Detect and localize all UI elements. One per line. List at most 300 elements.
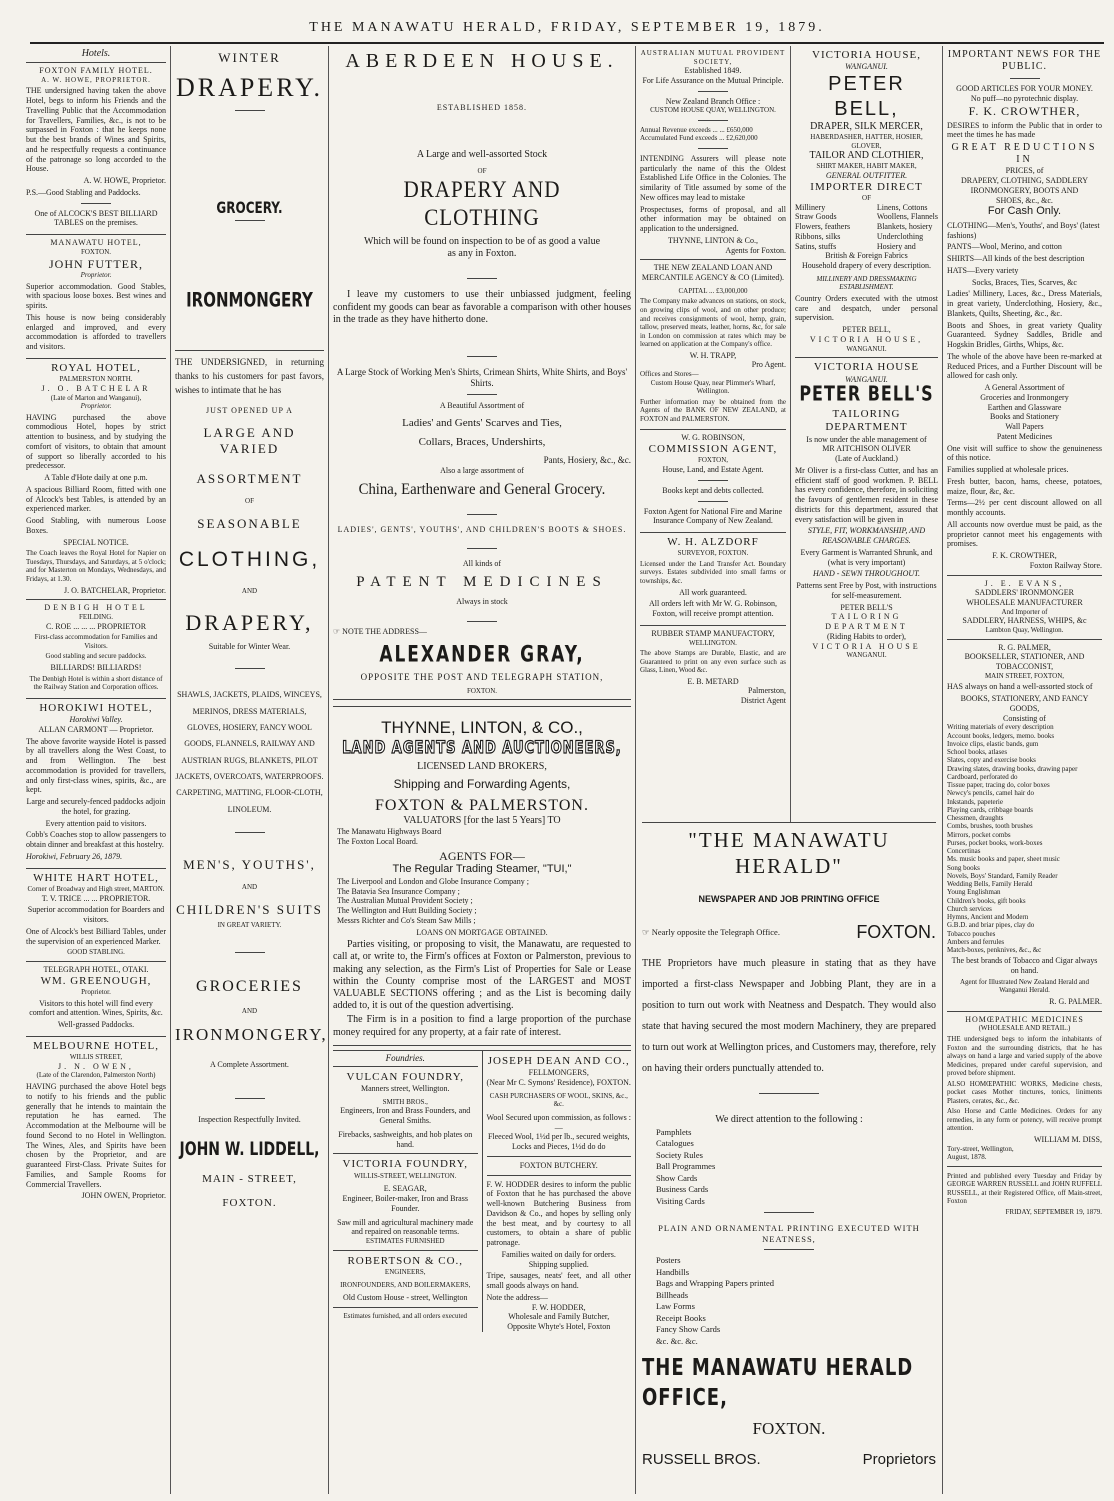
amp-funds: Accumulated Fund exceeds ... £2,620,000 (640, 134, 758, 143)
goods-left: Millinery Straw Goods Flowers, feathers Ribbons, silks Satins, stuffs (795, 202, 851, 251)
patent-medicines-heading: PATENT MEDICINES (356, 574, 608, 591)
herald-list-2: Posters Handbills Bags and Wrapping Papers printed Billheads Law Forms Receipt Books Fancy Show Cards &c. &c. &c. (656, 1255, 775, 1346)
amp-agents-sign: THYNNE, LINTON & Co., (667, 235, 759, 245)
wanganui-sign: WANGANUI. (846, 651, 887, 660)
fire-agent-line: Foxton Agent for National Fire and Marine Insurance Company of New Zealand. (643, 506, 783, 526)
cash-only-line: For Cash Only. (987, 205, 1062, 218)
victoria-sign: VICTORIA HOUSE (812, 641, 921, 651)
ad-body: HAVING purchased the above Hotel begs to notify to his friends and the public generally that he intends to maintain the reputation he has earned. The Accommodation at the Melbourne will be found Second to no Hotel in Wellington. The Wines, Ales, and Spirits have been chosen by the Proprietor, and are guaranteed First-Class. Private Suites for Families, and Sample Rooms for Commercial Travellers. (26, 1082, 166, 1189)
hotel-place: FOXTON. (80, 247, 111, 256)
hotel-name: FOXTON FAMILY HOTEL. (39, 66, 153, 76)
wholesale-retail-line: (WHOLESALE AND RETAIL.) (978, 1024, 1071, 1033)
clothing-line: CLOTHING, (178, 548, 321, 572)
ad-homoeopathic (947, 1012, 1102, 1167)
clothing-item: CLOTHING—Men's, Youths', and Boys' (latest fashions) (947, 220, 1100, 240)
wanganui-line: WANGANUI. (845, 62, 888, 72)
inspection-line: Inspection Respectfully Invited. (198, 1114, 301, 1124)
whole-item: The whole of the above have been re-marked at Reduced Prices, and a Further Discount will be allowed for cash only. (947, 351, 1102, 381)
vulcan-address: Manners street, Wellington. (360, 1084, 450, 1094)
licensed-line: Licensed under the Land Transfer Act. Boundary surveys. Estates subdivided into small farms or townships, &c. (640, 559, 786, 585)
general-line: A General Assortment of (984, 383, 1065, 393)
foxton-palmerston-heading: FOXTON & PALMERSTON. (375, 796, 589, 814)
hotel-street: WILLIS STREET, (69, 1053, 123, 1062)
ad-horokiwi-hotel (26, 699, 166, 869)
style-line: STYLE, FIT, WORKMANSHIP, AND REASONABLE CHARGES. (807, 526, 926, 546)
foxton-line: FOXTON. (466, 686, 497, 695)
herald-office-row (642, 1354, 936, 1411)
ad-victoria-house (795, 46, 938, 358)
ad-melbourne-hotel (26, 1037, 166, 1205)
merchant-street: MAIN - STREET, (202, 1173, 297, 1186)
hodder-body: F. W. HODDER desires to inform the public of Foxton that he has purchased the above well-known Butchering Business from Davidson & Co., and hopes by selling only the best meat, and by courtesy to all customers, to obtain a share of public patronage. (486, 1179, 631, 1248)
robertson-heading: ROBERTSON & CO., (347, 1254, 464, 1267)
crowther-sign: F. K. CROWTHER, (992, 551, 1057, 561)
seagar-body: Engineer, Boiler-maker, Iron and Brass Founder. (342, 1194, 468, 1213)
trapp-role: Pro Agent. (751, 360, 786, 370)
valuators-line: VALUATORS [for the last 5 Years] TO (403, 815, 561, 827)
hats-item: HATS—Every variety (947, 265, 1019, 275)
herald-plain: PLAIN AND ORNAMENTAL PRINTING EXECUTED WITH NEATNESS, (658, 1223, 920, 1244)
owner-name: ALLAN CARMONT — Proprietor. (38, 724, 154, 734)
families-line: Families supplied at wholesale prices. (947, 465, 1069, 475)
ad-note: The Denbigh Hotel is within a short distance of the Railway Station and Corporation offices. (29, 674, 163, 692)
amp-custom-house: CUSTOM HOUSE QUAY, WELLINGTON. (650, 106, 776, 115)
ad-rubber-stamp (640, 626, 786, 710)
ad-evans (947, 576, 1102, 640)
owner-role: Proprietor. (80, 271, 112, 280)
masthead: THE MANAWATU HERALD, FRIDAY, SEPTEMBER 19, 1879. (30, 20, 1104, 44)
surveyor-line: SURVEYOR, FOXTON. (677, 549, 749, 558)
tory-line: Tory-street, Wellington, (947, 1144, 1014, 1153)
metard-address: Palmerston, (748, 686, 786, 696)
merchant-town: FOXTON. (222, 1196, 277, 1209)
dean-hodder-column (483, 1051, 632, 1332)
note-address-line: Note the address— (486, 1292, 548, 1302)
drapery-clothing-heading: DRAPERY AND CLOTHING (403, 176, 561, 230)
bookseller-line: BOOKSELLER, STATIONER, AND TOBACCONIST, (964, 652, 1085, 672)
established-line: ESTABLISHED 1858. (436, 103, 528, 113)
tailoring-sign: TAILORING DEPARTMENT (825, 612, 908, 632)
hotel-address: Corner of Broadway and High street, MARTON. (27, 885, 165, 894)
opened-line: JUST OPENED UP A (206, 405, 293, 415)
dean-address: (Near Mr C. Symons' Residence), FOXTON. (486, 1077, 631, 1087)
owner-name: J. O. BATCHELAR (41, 383, 151, 393)
iron-line: IRONMONGERY, BOOTS AND (970, 185, 1079, 195)
parties-paragraph: Parties visiting, or proposing to visit, the Manawatu, are requested to call at, or write to, the Firm's offices at Foxton or Palmerston, previous to making any selection, as the Firm's List of Properties for Sale or Lease within the County comprise most of the LARGEST and MOST VALUABLE SECTIONS offering ; and as the List is becoming daily added to, it is out of the question advertising. (333, 939, 631, 1012)
nz-loan-capital: CAPITAL ... £3,000,000 (678, 286, 748, 295)
millinery-line: MILLINERY AND DRESSMAKING ESTABLISHMENT. (816, 274, 917, 292)
hodder-role: Wholesale and Family Butcher, (508, 1312, 610, 1322)
drapery-heading: DRAPERY. (175, 72, 324, 102)
firebacks-line: Firebacks, sashweights, and hob plates on hand. (338, 1129, 473, 1149)
hotel-place: FEILDING. (78, 613, 114, 622)
hotel-name: MANAWATU HOTEL, (50, 238, 142, 248)
amp-agents-role: Agents for Foxton. (725, 245, 786, 255)
country-orders: Country Orders executed with the utmost care and despatch, under personal supervision. (795, 293, 938, 323)
notice-body: The Coach leaves the Royal Hotel for Napier on Tuesdays, Thursdays, and Saturdays, at 5 o'clock; and for Masterton on Mondays, Wednesdays, and Fridays, at 1.30. (26, 549, 166, 583)
pointing-hand-icon: ☞ (333, 627, 341, 637)
commission-heading: COMMISSION AGENT, (648, 443, 778, 456)
of-line: OF (477, 167, 487, 176)
orders-left-line: All orders left with Mr W. G. Robinson, Foxton, will receive prompt attention. (649, 599, 777, 619)
fresh-line: Fresh butter, bacon, hams, cheese, potatoes, maize, flour, &c, &c. (947, 476, 1102, 496)
herald-list-1: Pamphlets Catalogues Society Rules Ball Programmes Show Cards Business Cards Visiting Cards (656, 1126, 716, 1206)
seasonable-line: SEASONABLE (197, 515, 302, 531)
ad-palmer (947, 640, 1102, 1012)
ad-body: The above favorite wayside Hotel is passed by all travellers along the West Coast, to and from Wellington. The best accommodation is provided for travellers, and only first-class wines, spirits, &c., are kept. (26, 736, 166, 795)
ad-body: First-class accommodation for Families and Visitors. (34, 633, 158, 650)
and-line: AND (241, 1006, 258, 1015)
herald-office: THE MANAWATU HERALD OFFICE, (642, 1354, 914, 1411)
loans-line: LOANS ON MORTGAGE OBTAINED. (416, 927, 548, 937)
ad-thynne-linton (333, 706, 631, 1046)
glover-line: GLOVER, (851, 141, 882, 150)
has-line: HAS always on hand a well-assorted stock of (947, 682, 1093, 692)
herald-subtitle: NEWSPAPER AND JOB PRINTING OFFICE (698, 893, 880, 904)
herald-foxton: FOXTON. (856, 921, 936, 942)
notice-title: SPECIAL NOTICE. (63, 537, 129, 547)
pointing-hand-icon: ☞ (642, 926, 650, 937)
tailor-line: TAILOR AND CLOTHIER, (809, 150, 924, 162)
railway-store: Foxton Railway Store. (1029, 560, 1102, 570)
smith-body: Engineers, Iron and Brass Founders, and General Smiths. (340, 1106, 471, 1126)
main-street-line: MAIN STREET, FOXTON, (984, 671, 1065, 680)
importer-line: And Importer of (1001, 607, 1048, 616)
mens-line: MEN'S, YOUTHS', (183, 857, 316, 873)
herald-location (642, 921, 936, 944)
ad-crowther (947, 46, 1102, 576)
amp-prospectuses: Prospectuses, forms of proposal, and all other information may be obtained on application to the undersigned. (640, 204, 786, 234)
herald-proprietors: Proprietors (862, 1451, 936, 1469)
ironmongery-line: IRONMONGERY, (175, 1025, 328, 1045)
herald-proprietors-row (642, 1451, 936, 1470)
signature: J. O. BATCHELAR, Proprietor. (64, 585, 166, 595)
imprint-date: FRIDAY, SEPTEMBER 19, 1879. (1005, 1207, 1102, 1216)
ladies-item: Ladies' Millinery, Laces, &c., Dress Materials, in great variety, Underclothing, Hosiery, &c., Blankets, Quilts, Sheeting, &c., &c. (947, 289, 1102, 318)
haberdasher-line: HABERDASHER, HATTER, HOSIER, (810, 133, 923, 142)
owner-late: (Late of Marton and Wanganui), (50, 393, 142, 402)
books-line: BOOKS, STATIONERY, AND FANCY GOODS, (960, 694, 1089, 713)
also-line: Also a large assortment of (440, 466, 524, 476)
owner-name: C. ROE ... ... ... PROPRIETOR (45, 621, 147, 631)
families-line: Families waited on daily for orders. (501, 1249, 616, 1259)
collars-line: Collars, Braces, Undershirts, (418, 435, 546, 448)
rubber-place: WELLINGTON. (689, 638, 737, 647)
china-heading: China, Earthenware and General Grocery. (358, 481, 606, 499)
british-line: British & Foreign Fabrics (825, 251, 908, 261)
terms-line: Terms—2½ per cent discount allowed on all monthly accounts. (947, 498, 1102, 518)
nz-loan-heading: THE NEW ZEALAND LOAN AND MERCANTILE AGENCY & CO (Limited). (641, 263, 785, 283)
peter-bells-heading: PETER BELL'S (799, 381, 934, 407)
wholesale-line: WHOLESALE MANUFACTURER (966, 598, 1083, 608)
amp-revenue: Annual Revenue exceeds ... ... £650,000 (640, 125, 753, 134)
herald-office-foxton: FOXTON. (752, 1419, 826, 1439)
sawmill-line: Saw mill and agricultural machinery made and repaired on reasonable terms. (337, 1217, 474, 1237)
drapery-line: DRAPERY, (185, 609, 314, 635)
hotel-place: Horokiwi Valley. (69, 715, 123, 725)
table-dhote: A Table d'Hote daily at one p.m. (44, 473, 148, 483)
postscript: P.S.—Good Stabling and Paddocks. (26, 187, 141, 197)
robertson-body: IRONFOUNDERS, AND BOILERMAKERS, (340, 1280, 471, 1289)
assortment-line: ASSORTMENT (196, 471, 303, 487)
ad-royal-hotel (26, 359, 166, 600)
note-line: NOTE THE ADDRESS— (342, 627, 427, 637)
column-insurance-agents (635, 46, 790, 822)
victoria-foundry-heading: VICTORIA FOUNDRY, (342, 1158, 468, 1171)
ad-aberdeen-house (333, 46, 631, 700)
opposite-line: OPPOSITE THE POST AND TELEGRAPH STATION, (360, 671, 604, 682)
thynne-heading: THYNNE, LINTON, & CO., (381, 718, 583, 738)
complete-line: A Complete Assortment. (210, 1059, 289, 1069)
ad-body: THE undersigned having taken the above Hotel, begs to inform his Friends and the Travelling Public that the Accommodation for Travellers, Families, &c., is not to be surpassed in Foxton : that he keeps none but the best brands of Wines and Spirits, and he respectfully requests a continuance of the patronage so long accorded to the House. (26, 86, 166, 174)
robertson-estimates: Estimates furnished, and all orders executed (343, 1311, 468, 1320)
ad-manawatu-hotel (26, 235, 166, 359)
homoeopathic-body: THE undersigned begs to inform the inhabitants of Foxton and the surrounding districts, that he has always on hand a large and varied supply of the above Medicines, prepared under careful supervision, and proved before shipment. (947, 1034, 1102, 1078)
foundries-column (333, 1051, 483, 1332)
dean-role: FELLMONGERS, (528, 1068, 589, 1078)
homoeopathic-also: ALSO HOMŒPATHIC WORKS, Medicine chests, pocket cases Mother tinctures, tonics, liniments Plasters, cerates, &c., &c. (947, 1079, 1102, 1105)
prices-line: PRICES, of (1005, 166, 1044, 176)
draper-line: DRAPER, SILK MERCER, (810, 120, 923, 132)
metard-name: E. B. METARD (687, 676, 739, 686)
boards-list: The Manawatu Highways Board The Foxton Local Board. (337, 827, 442, 847)
hotel-place: PALMERSTON NORTH. (59, 375, 133, 384)
owner-name: J. N. OWEN, (58, 1061, 134, 1071)
household-line: Household drapery of every description. (801, 261, 932, 271)
lambton-line: Lambton Quay, Wellington. (985, 626, 1064, 635)
robertson-address: Old Custom House - street, Wellington (342, 1293, 468, 1303)
hodder-address: Opposite Whyte's Hotel, Foxton (507, 1322, 611, 1332)
printed-line: Printed and published every Tuesday and Friday by GEORGE WARREN RUSSELL and JOHN RUFFELL RUSSELL, at their Registered Office, off Main-street, Foxton (947, 1171, 1102, 1206)
alzdorf-name: W. H. ALZDORF (667, 536, 759, 548)
aug-line: August, 1878. (947, 1153, 987, 1162)
hotel-name: ROYAL HOTEL, (51, 361, 141, 374)
owner-name: T. V. TRICE ... ... PROPRIETOR. (41, 893, 151, 903)
winter-wear-line: Suitable for Winter Wear. (208, 642, 291, 652)
hotel-name: WHITE HART HOTEL, (33, 871, 159, 884)
owner-name: WM. GREENOUGH, (40, 974, 152, 987)
herald-direct: We direct attention to the following : (715, 1114, 863, 1126)
tripe-line: Tripe, sausages, neats' feet, and all other small goods always on hand. (486, 1271, 631, 1291)
robinson-name: W. G. ROBINSON, (681, 433, 745, 443)
saddlery-line: SADDLERY, HARNESS, WHIPS, &c (962, 616, 1087, 626)
herald-title: "THE MANAWATU HERALD" (642, 822, 936, 880)
offices-address: Custom House Quay, near Plimmer's Wharf, Wellington. (650, 378, 776, 396)
billiard-note: One of Alcock's best Billiard Tables, under the supervision of an experienced Marker. (26, 926, 166, 946)
agent-line: Agent for Illustrated New Zealand Herald and Wanganui Herald. (959, 977, 1090, 995)
stabling-note: Good Stabling, with numerous Loose Boxes. (26, 516, 166, 535)
and-line: AND (241, 587, 258, 595)
and-line: AND (241, 883, 258, 892)
ad-body: This house is now being considerably enlarged and improved, and every accommodation is afforded to travellers and visitors. (26, 312, 166, 352)
offices-heading: Offices and Stores— (640, 370, 699, 379)
large-varied-line: LARGE AND VARIED (203, 425, 296, 457)
accounts-line: All accounts now overdue must be paid, as the proprietor cannot meet his engagements with promises. (947, 519, 1102, 549)
oliver-paragraph: Mr Oliver is a first-class Cutter, and has an efficient staff of good workmen. P. BELL has every confidence, therefore, in soliciting the favours of gentlemen resident in these districts for this department, assured that every satisfaction will be given in (795, 465, 938, 524)
groceries-line: GROCERIES (196, 978, 303, 996)
district-agent: District Agent (740, 696, 786, 706)
all-work-line: All work guaranteed. (679, 587, 747, 597)
homoeopathic-heading: HOMŒPATHIC MEDICINES (965, 1014, 1084, 1024)
locks-line: Locks and Pieces, 1½d do do (511, 1142, 606, 1152)
amp-intending: INTENDING Assurers will please note particularly the name of this the Oldest Established Life Office in the Colonies. The similarity of Title assumed by some of the New offices may lead to mistake (640, 153, 786, 202)
firm-paragraph: The Firm is in a position to find a large proportion of the purchase money required for any property, at a fair rate of interest. (333, 1014, 631, 1038)
shirts-line: A Large Stock of Working Men's Shirts, Crimean Shirts, White Shirts, and Boys' Shirts. (336, 366, 628, 388)
boots-item: Boots and Shoes, in great variety Quality Guaranteed. Sydney Saddles, Bridle and Hogskin Bridles, Girths, Whips, &c. (947, 320, 1102, 350)
always-line: Always in stock (456, 597, 508, 607)
peter-bell-sign: PETER BELL, (842, 325, 891, 335)
books-line: Books kept and debts collected. (662, 485, 764, 495)
aberdeen-heading: ABERDEEN HOUSE. (345, 50, 619, 72)
merchant-name: JOHN W. LIDDELL, (179, 1139, 320, 1161)
victoria-house-sign: VICTORIA HOUSE, (809, 334, 924, 344)
judgment-paragraph: I leave my customers to use their unbiassed judgment, feeling confident my goods can bear as favorable a comparison with other houses in the trade as they have hitherto done. (333, 289, 631, 325)
diss-name: WILLIAM M. DISS, (1034, 1134, 1102, 1144)
scarves-line: Ladies' and Gents' Scarves and Ties, (402, 416, 562, 429)
palmer-sign: R. G. PALMER. (1049, 996, 1102, 1006)
variety-line: IN GREAT VARIETY. (217, 921, 282, 930)
paddocks-note: Well-grassed Paddocks. (57, 1020, 135, 1030)
billiards-banner: BILLIARDS! BILLIARDS! (50, 662, 142, 672)
shipping-supplied-line: Shipping supplied. (528, 1259, 589, 1269)
amp-established: Established 1849. (684, 66, 742, 76)
ad-body: THE UNDERSIGNED, in returning thanks to his customers for past favors, wishes to intimate that he has (175, 356, 324, 396)
crowther-name: F. K. CROWTHER, (968, 103, 1081, 118)
victoria-foundry-address: WILLIS-STREET, WELLINGTON. (354, 1171, 457, 1180)
pants-item: PANTS—Wool, Merino, and cotton (947, 242, 1062, 252)
licensed-line: LICENSED LAND BROKERS, (417, 760, 547, 772)
owner-role: Proprietor. (80, 402, 112, 411)
proprietor: A. W. HOWE, PROPRIETOR. (41, 75, 151, 84)
seagar-name: E. SEAGAR, (383, 1184, 427, 1194)
robertson-role: ENGINEERS, (384, 1268, 426, 1277)
hotel-name: HOROKIWI HOTEL, (39, 701, 153, 714)
shirt-line: SHIRT MAKER, HABIT MAKER, (816, 162, 917, 171)
signature: JOHN OWEN, Proprietor. (81, 1191, 166, 1201)
shipping-line: Shipping and Forwarding Agents, (393, 776, 571, 791)
value-line: Which will be found on inspection to be of as good a value as any in Foxton. (363, 235, 601, 260)
owner-role: Proprietor. (81, 988, 111, 996)
desires-line: DESIRES to inform the Public that in order to meet the times he has made (947, 120, 1102, 140)
cash-line: CASH PURCHASERS OF WOOL, SKINS, &c., &c. (489, 1091, 628, 1109)
column-liddell-drapery (170, 46, 328, 1494)
auckland-line: (Late of Auckland.) (835, 454, 898, 464)
palmer-items: Writing materials of every description Account books, ledgers, memo. books Invoice clips, elastic bands, gum School books, atlases Slates, copy and exercise books Drawing slates, drawing books, drawing paper Cardboard, perforated do Tissue paper, tracing do, color boxes Newcy's pencils, camel hair do Inkstands, papeterie Playing cards, cribbage boards Chessmen, draughts Combs, brushes, tooth brushes Mirrors, pocket combs Purses, pocket books, work-boxes Concertinas Ms. music books and paper, sheet music Song books Novels, Boys' Standard, Family Reader Wedding Bells, Family Herald Young Englishman Children's books, gift books Church services Hymns, Ancient and Modern G.B.D. and briar pipes, clay do Tobacco pouches Ambers and ferrules Match-boxes, penknives, &c., &c (947, 723, 1078, 955)
ad-white-hart-hotel (26, 869, 166, 962)
butchery-heading: FOXTON BUTCHERY. (519, 1160, 598, 1170)
riding-line: (Riding Habits to order), (826, 631, 907, 641)
no-puff-line: No puff—no pyrotechnic display. (970, 94, 1079, 104)
good-line: GOOD ARTICLES FOR YOUR MONEY. (956, 84, 1093, 94)
homoeopathic-horse: Also Horse and Cattle Medicines. Orders for any remedies, in any form or potency, will receive prompt attention. (947, 1107, 1102, 1133)
hotel-name: MELBOURNE HOTEL, (33, 1039, 159, 1052)
beautiful-line: A Beautiful Assortment of (439, 400, 525, 410)
gray-name: ALEXANDER GRAY, (379, 641, 585, 668)
ad-date: Horokiwi, February 26, 1879. (26, 851, 123, 861)
agents-line: AGENTS FOR— (439, 848, 525, 863)
owner-late: (Late of the Clarendon, Palmerston North) (36, 1071, 156, 1080)
ad-body: Superior accommodation for Boarders and visitors. (27, 905, 165, 925)
peter-bells-sign: PETER BELL'S (840, 602, 893, 612)
section-heading: Hotels. (26, 46, 166, 63)
further-info: Further information may be obtained from the Agents of the BANK OF NEW ZEALAND, at FOXTON and PALMERSTON. (640, 397, 786, 423)
hotel-name: TELEGRAPH HOTEL, OTAKI. (43, 964, 149, 974)
amp-mutual: For Life Assurance on the Mutual Principle. (642, 75, 784, 85)
nz-loan-body: The Company make advances on stations, on stock, on growing clips of wool, and on other produce; and receives consignments of wool, hemp, grain, tallow, preserved meats, leather, horns, &c, for sale in London on commission at rates which may be learned on application at the Company's office. (640, 297, 786, 349)
goods-right: Linens, Cottons Woollens, Flannels Blankets, hosiery Underclothing Hosiery and (876, 202, 938, 251)
fleeced-line: Fleeced Wool, 1½d per lb., secured weights, (487, 1132, 630, 1142)
paddocks-note: Large and securely-fenced paddocks adjoin the hotel, for grazing. (26, 797, 166, 816)
amp-heading: AUSTRALIAN MUTUAL PROVIDENT SOCIETY, (640, 49, 786, 66)
column-peter-bell (790, 46, 942, 822)
under-line: Is now under the able management of (806, 434, 927, 444)
signature: A. W. HOWE, Proprietor. (83, 176, 166, 186)
foundries-block (333, 1050, 631, 1332)
tailoring-heading: TAILORING DEPARTMENT (825, 407, 908, 434)
goods-table (795, 203, 938, 252)
victoria-heading: VICTORIA HOUSE, (812, 49, 921, 61)
robinson-place: FOXTON, (697, 456, 728, 465)
winter-heading: WINTER (218, 50, 281, 65)
house-land-line: House, Land, and Estate Agent. (662, 465, 764, 474)
stabling-note: Good stabling and secure paddocks. (45, 652, 147, 661)
of-line: OF (862, 194, 871, 203)
ad-body: HAVING purchased the above commodious Hotel, hopes by strict attention to business, and by studying the comfort of visitors, to obtain that amount of support so liberally accorded to his predecessor. (26, 412, 166, 471)
column-hotels (22, 46, 170, 1494)
ad-amp-society (640, 46, 786, 260)
column-crowther-palmer (942, 46, 1106, 1494)
palmer-name: R. G. PALMER, (998, 642, 1051, 652)
herald-opposite: Nearly opposite the Telegraph Office. (651, 926, 780, 937)
estimates-line: ESTIMATES FURNISHED (365, 1237, 445, 1246)
billiard-note: One of ALCOCK'S BEST BILLIARD TABLES on the premises. (34, 208, 158, 228)
rubber-heading: RUBBER STAMP MANUFACTORY, (651, 628, 775, 638)
herald-body: THE Proprietors have much pleasure in stating that as they have imported a first-class Newspaper and Jobbing Plant, they are in a position to turn out work with Neatness and Despatch. They would also state that having secured the most modern Machinery, they are prepared to turn out work at Wellington prices, and Customers may, therefore, rely on having their orders punctually attended to. (642, 958, 936, 1075)
oliver-name: MR AITCHISON OLIVER (822, 444, 911, 454)
ad-denbigh-hotel (26, 600, 166, 698)
importer-line: IMPORTER DIRECT (810, 180, 923, 193)
land-agents-heading: LAND AGENTS AND AUCTIONEERS, (342, 738, 622, 759)
all-kinds-line: All kinds of (462, 559, 502, 569)
foundries-heading: Foundries. (333, 1051, 478, 1067)
great-line: GREAT REDUCTIONS IN (951, 142, 1098, 166)
peter-bell-heading: PETER BELL, (828, 73, 905, 120)
goods-list: SHAWLS, JACKETS, PLAIDS, WINCEYS, MERINOS, DRESS MATERIALS, GLOVES, HOSIERY, FANCY WOOL GOODS, FLANNELS, RAILWAY AND AUSTRIAN RUGS, BLANKETS, PILOT JACKETS, OVERCOATS, WATERPROOFS. CARPETING, MATTING, FLOOR-CLOTH, LINOLEUM. (175, 690, 324, 814)
ad-foxton-family-hotel (26, 63, 166, 235)
ad-nz-loan-agency (640, 260, 786, 430)
every-garment: Every Garment is Warranted Shrunk, and (what is very important) (800, 547, 933, 567)
shoes-line: SHOES, &c., &c. (996, 195, 1053, 205)
ad-body: Visitors to this hotel will find every comfort and attention. Wines, Spirits, &c. (29, 998, 163, 1018)
ad-tailoring-department (795, 358, 938, 664)
tobacco-line: The best brands of Tobacco and Cigar always on hand. (951, 956, 1098, 976)
one-visit-line: One visit will suffice to show the genuineness of this notice. (947, 443, 1102, 463)
wanganui-sign: WANGANUI. (846, 344, 887, 353)
hodder-signature: F. W. HODDER, (531, 1302, 586, 1312)
companies-list: The Liverpool and London and Globe Insurance Company ; The Batavia Sea Insurance Company ; The Australian Mutual Provident Society ; The Wellington and Hutt Building Society ; Messrs Richter and Co's Steam Saw Mills ; (337, 876, 529, 925)
stabling-note: GOOD STABLING. (67, 948, 125, 957)
ironmongery-heading: IRONMONGERY (186, 288, 313, 312)
owner-name: JOHN FUTTER, (48, 256, 143, 271)
coach-note: Cobb's Coaches stop to allow passengers to obtain dinner and breakfast at this hostelry. (26, 830, 166, 850)
saddlers-line: SADDLERS' IRONMONGER (974, 588, 1074, 598)
amp-branch: New Zealand Branch Office : (665, 96, 761, 106)
pants-line: Pants, Hosiery, &c., &c. (543, 455, 631, 466)
patterns-line: Patterns sent Free by Post, with instructions for self-measurement. (796, 581, 937, 600)
drapery-line: DRAPERY, CLOTHING, SADDLERY (961, 176, 1088, 186)
tui-line: The Regular Trading Steamer, "TUI," (392, 863, 572, 876)
evans-name: J. E. EVANS, (984, 578, 1065, 588)
